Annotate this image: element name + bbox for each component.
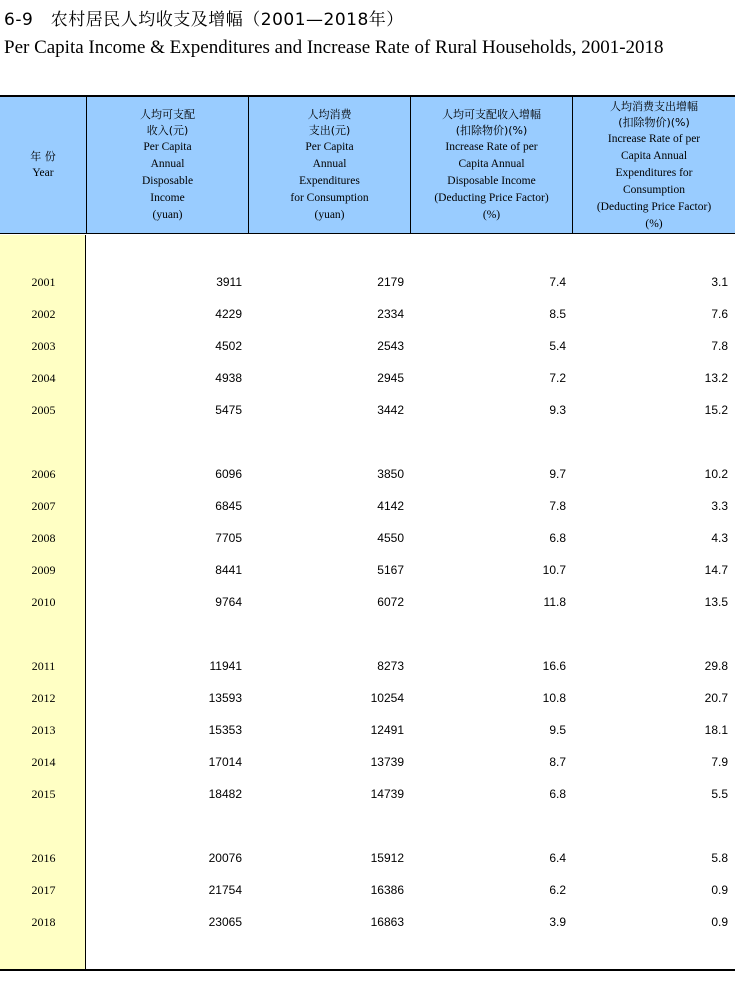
income-rate-cell: 16.6: [542, 659, 566, 673]
income-rate-cell: 6.4: [549, 851, 566, 865]
header-label-en: (Deducting Price Factor): [596, 200, 712, 213]
expenditure-rate-cell: 4.3: [711, 531, 728, 545]
year-cell: 2013: [31, 723, 56, 737]
header-label-en: Income: [150, 192, 185, 204]
expenditure-cell: 4550: [377, 531, 404, 545]
table-row: [0, 913, 735, 933]
income-rate-cell: 7.2: [549, 371, 566, 385]
income-rate-cell: 6.8: [549, 531, 566, 545]
header-label-cn: (扣除物价)(%): [455, 124, 528, 137]
income-rate-cell: 9.3: [549, 403, 566, 417]
income-rate-cell: 7.4: [549, 275, 566, 289]
income-rate-cell: 5.4: [549, 339, 566, 353]
expenditure-cell: 16863: [370, 915, 404, 929]
year-cell: 2007: [31, 499, 56, 513]
header-label-en: Disposable: [141, 175, 194, 187]
year-cell: 2006: [31, 467, 56, 481]
table-row: [0, 689, 735, 709]
header-label-en: Expenditures for: [615, 166, 693, 179]
header-label-en: Increase Rate of per: [445, 141, 538, 153]
year-cell: 2008: [31, 531, 56, 545]
table-row: [0, 561, 735, 581]
year-cell: 2003: [31, 339, 56, 353]
income-cell: 23065: [208, 915, 242, 929]
expenditure-rate-cell: 7.6: [711, 307, 728, 321]
expenditure-rate-cell: 5.8: [711, 851, 728, 865]
income-cell: 6096: [215, 467, 242, 481]
income-cell: 8441: [215, 563, 242, 577]
income-rate-cell: 11.8: [543, 595, 566, 609]
column-header-year: [0, 97, 87, 234]
header-label-en: (%): [482, 209, 501, 221]
table-row: [0, 529, 735, 549]
header-label-cn: 人均消费: [307, 108, 352, 121]
income-rate-cell: 9.5: [549, 723, 566, 737]
income-cell: 18482: [208, 787, 242, 801]
expenditure-rate-cell: 7.9: [711, 755, 728, 769]
income-cell: 15353: [208, 723, 242, 737]
expenditure-cell: 3850: [377, 467, 404, 481]
table-row: [0, 881, 735, 901]
table-row: [0, 721, 735, 741]
table-bottom-rule: [0, 969, 735, 971]
header-label-en: for Consumption: [290, 192, 369, 204]
header-label-cn: 年 份: [30, 150, 56, 163]
income-rate-cell: 10.7: [542, 563, 566, 577]
income-cell: 11941: [209, 659, 242, 673]
income-cell: 5475: [215, 403, 242, 417]
year-cell: 2010: [31, 595, 56, 609]
expenditure-rate-cell: 13.5: [704, 595, 728, 609]
header-label-en: Disposable Income: [447, 175, 536, 187]
table-row: [0, 849, 735, 869]
expenditure-rate-cell: 10.2: [704, 467, 728, 481]
year-cell: 2002: [31, 307, 56, 321]
header-label-cn: 收入(元): [146, 124, 189, 137]
table-row: [0, 465, 735, 485]
income-cell: 21754: [208, 883, 242, 897]
income-rate-cell: 8.5: [549, 307, 566, 321]
page-title-chinese: 6-9 农村居民人均收支及增幅（2001—2018年）: [4, 10, 404, 30]
year-cell: 2014: [31, 755, 56, 769]
column-header-income: [87, 97, 249, 234]
header-label-en: Year: [32, 167, 54, 179]
table-row: [0, 401, 735, 421]
expenditure-cell: 10254: [370, 691, 404, 705]
column-header-expenditure: [249, 97, 411, 234]
expenditure-cell: 2179: [377, 275, 404, 289]
year-cell: 2012: [31, 691, 56, 705]
expenditure-rate-cell: 0.9: [711, 915, 728, 929]
expenditure-cell: 2543: [377, 339, 404, 353]
expenditure-rate-cell: 15.2: [704, 403, 728, 417]
header-label-cn: 支出(元): [308, 124, 351, 137]
year-cell: 2016: [31, 851, 56, 865]
table-row: [0, 369, 735, 389]
table-header: [0, 97, 735, 234]
table-row: [0, 497, 735, 517]
year-cell: 2004: [31, 371, 56, 385]
page-title-english: Per Capita Income & Expenditures and Increase Rate of Rural Households, 2001-2018: [4, 37, 664, 58]
data-table: [0, 95, 735, 971]
expenditure-rate-cell: 3.1: [711, 275, 728, 289]
year-cell: 2018: [31, 915, 56, 929]
expenditure-cell: 16386: [370, 883, 404, 897]
income-rate-cell: 3.9: [549, 915, 566, 929]
header-label-en: Capita Annual: [620, 149, 688, 162]
column-header-income-rate: [411, 97, 573, 234]
expenditure-rate-cell: 18.1: [704, 723, 728, 737]
table-row: [0, 753, 735, 773]
income-rate-cell: 6.2: [549, 883, 566, 897]
header-label-en: (yuan): [314, 209, 345, 221]
header-label-en: Annual: [150, 158, 185, 170]
income-rate-cell: 6.8: [549, 787, 566, 801]
income-cell: 17014: [208, 755, 242, 769]
expenditure-rate-cell: 20.7: [704, 691, 728, 705]
expenditure-rate-cell: 29.8: [704, 659, 728, 673]
income-cell: 6845: [215, 499, 242, 513]
header-label-en: Expenditures: [299, 175, 360, 187]
income-rate-cell: 8.7: [549, 755, 566, 769]
income-cell: 20076: [208, 851, 242, 865]
expenditure-cell: 4142: [377, 499, 404, 513]
income-rate-cell: 10.8: [542, 691, 566, 705]
year-cell: 2001: [31, 275, 56, 289]
income-cell: 4502: [215, 339, 242, 353]
expenditure-cell: 3442: [377, 403, 404, 417]
year-cell: 2011: [31, 659, 56, 673]
expenditure-cell: 13739: [370, 755, 404, 769]
column-header-expenditure-rate: [573, 97, 735, 234]
header-label-cn: (扣除物价)(%): [618, 115, 690, 129]
expenditure-rate-cell: 13.2: [704, 371, 728, 385]
year-cell: 2005: [31, 403, 56, 417]
header-label-en: Consumption: [623, 183, 685, 196]
header-label-en: (Deducting Price Factor): [434, 192, 549, 204]
table-row: [0, 337, 735, 357]
header-label-cn: 人均可支配: [140, 108, 195, 121]
expenditure-cell: 2945: [377, 371, 404, 385]
header-label-en: Per Capita: [143, 141, 192, 153]
expenditure-rate-cell: 0.9: [711, 883, 728, 897]
table-row: [0, 305, 735, 325]
expenditure-cell: 8273: [377, 659, 404, 673]
income-cell: 4938: [215, 371, 242, 385]
expenditure-rate-cell: 3.3: [711, 499, 728, 513]
table-row: [0, 593, 735, 613]
table-row: [0, 785, 735, 805]
expenditure-rate-cell: 14.7: [704, 563, 728, 577]
income-cell: 3911: [216, 275, 242, 289]
expenditure-cell: 15912: [370, 851, 404, 865]
header-label-en: (yuan): [152, 209, 183, 221]
expenditure-cell: 5167: [377, 563, 404, 577]
expenditure-cell: 12491: [370, 723, 404, 737]
income-cell: 9764: [215, 595, 242, 609]
expenditure-rate-cell: 5.5: [711, 787, 728, 801]
income-rate-cell: 7.8: [549, 499, 566, 513]
expenditure-cell: 2334: [377, 307, 404, 321]
year-cell: 2015: [31, 787, 56, 801]
table-row: [0, 657, 735, 677]
expenditure-cell: 6072: [377, 595, 404, 609]
expenditure-cell: 14739: [370, 787, 404, 801]
year-cell: 2017: [31, 883, 56, 897]
income-cell: 7705: [215, 531, 242, 545]
header-label-cn: 人均消费支出增幅: [610, 99, 698, 113]
header-label-cn: 人均可支配收入增幅: [442, 108, 541, 121]
header-label-en: Annual: [312, 158, 347, 170]
header-label-en: Capita Annual: [458, 158, 525, 170]
table-row: [0, 273, 735, 293]
header-label-en: Increase Rate of per: [607, 132, 701, 145]
header-label-en: Per Capita: [305, 141, 354, 153]
income-rate-cell: 9.7: [549, 467, 566, 481]
income-cell: 13593: [208, 691, 242, 705]
year-cell: 2009: [31, 563, 56, 577]
expenditure-rate-cell: 7.8: [711, 339, 728, 353]
income-cell: 4229: [215, 307, 242, 321]
header-label-en: (%): [645, 217, 663, 230]
